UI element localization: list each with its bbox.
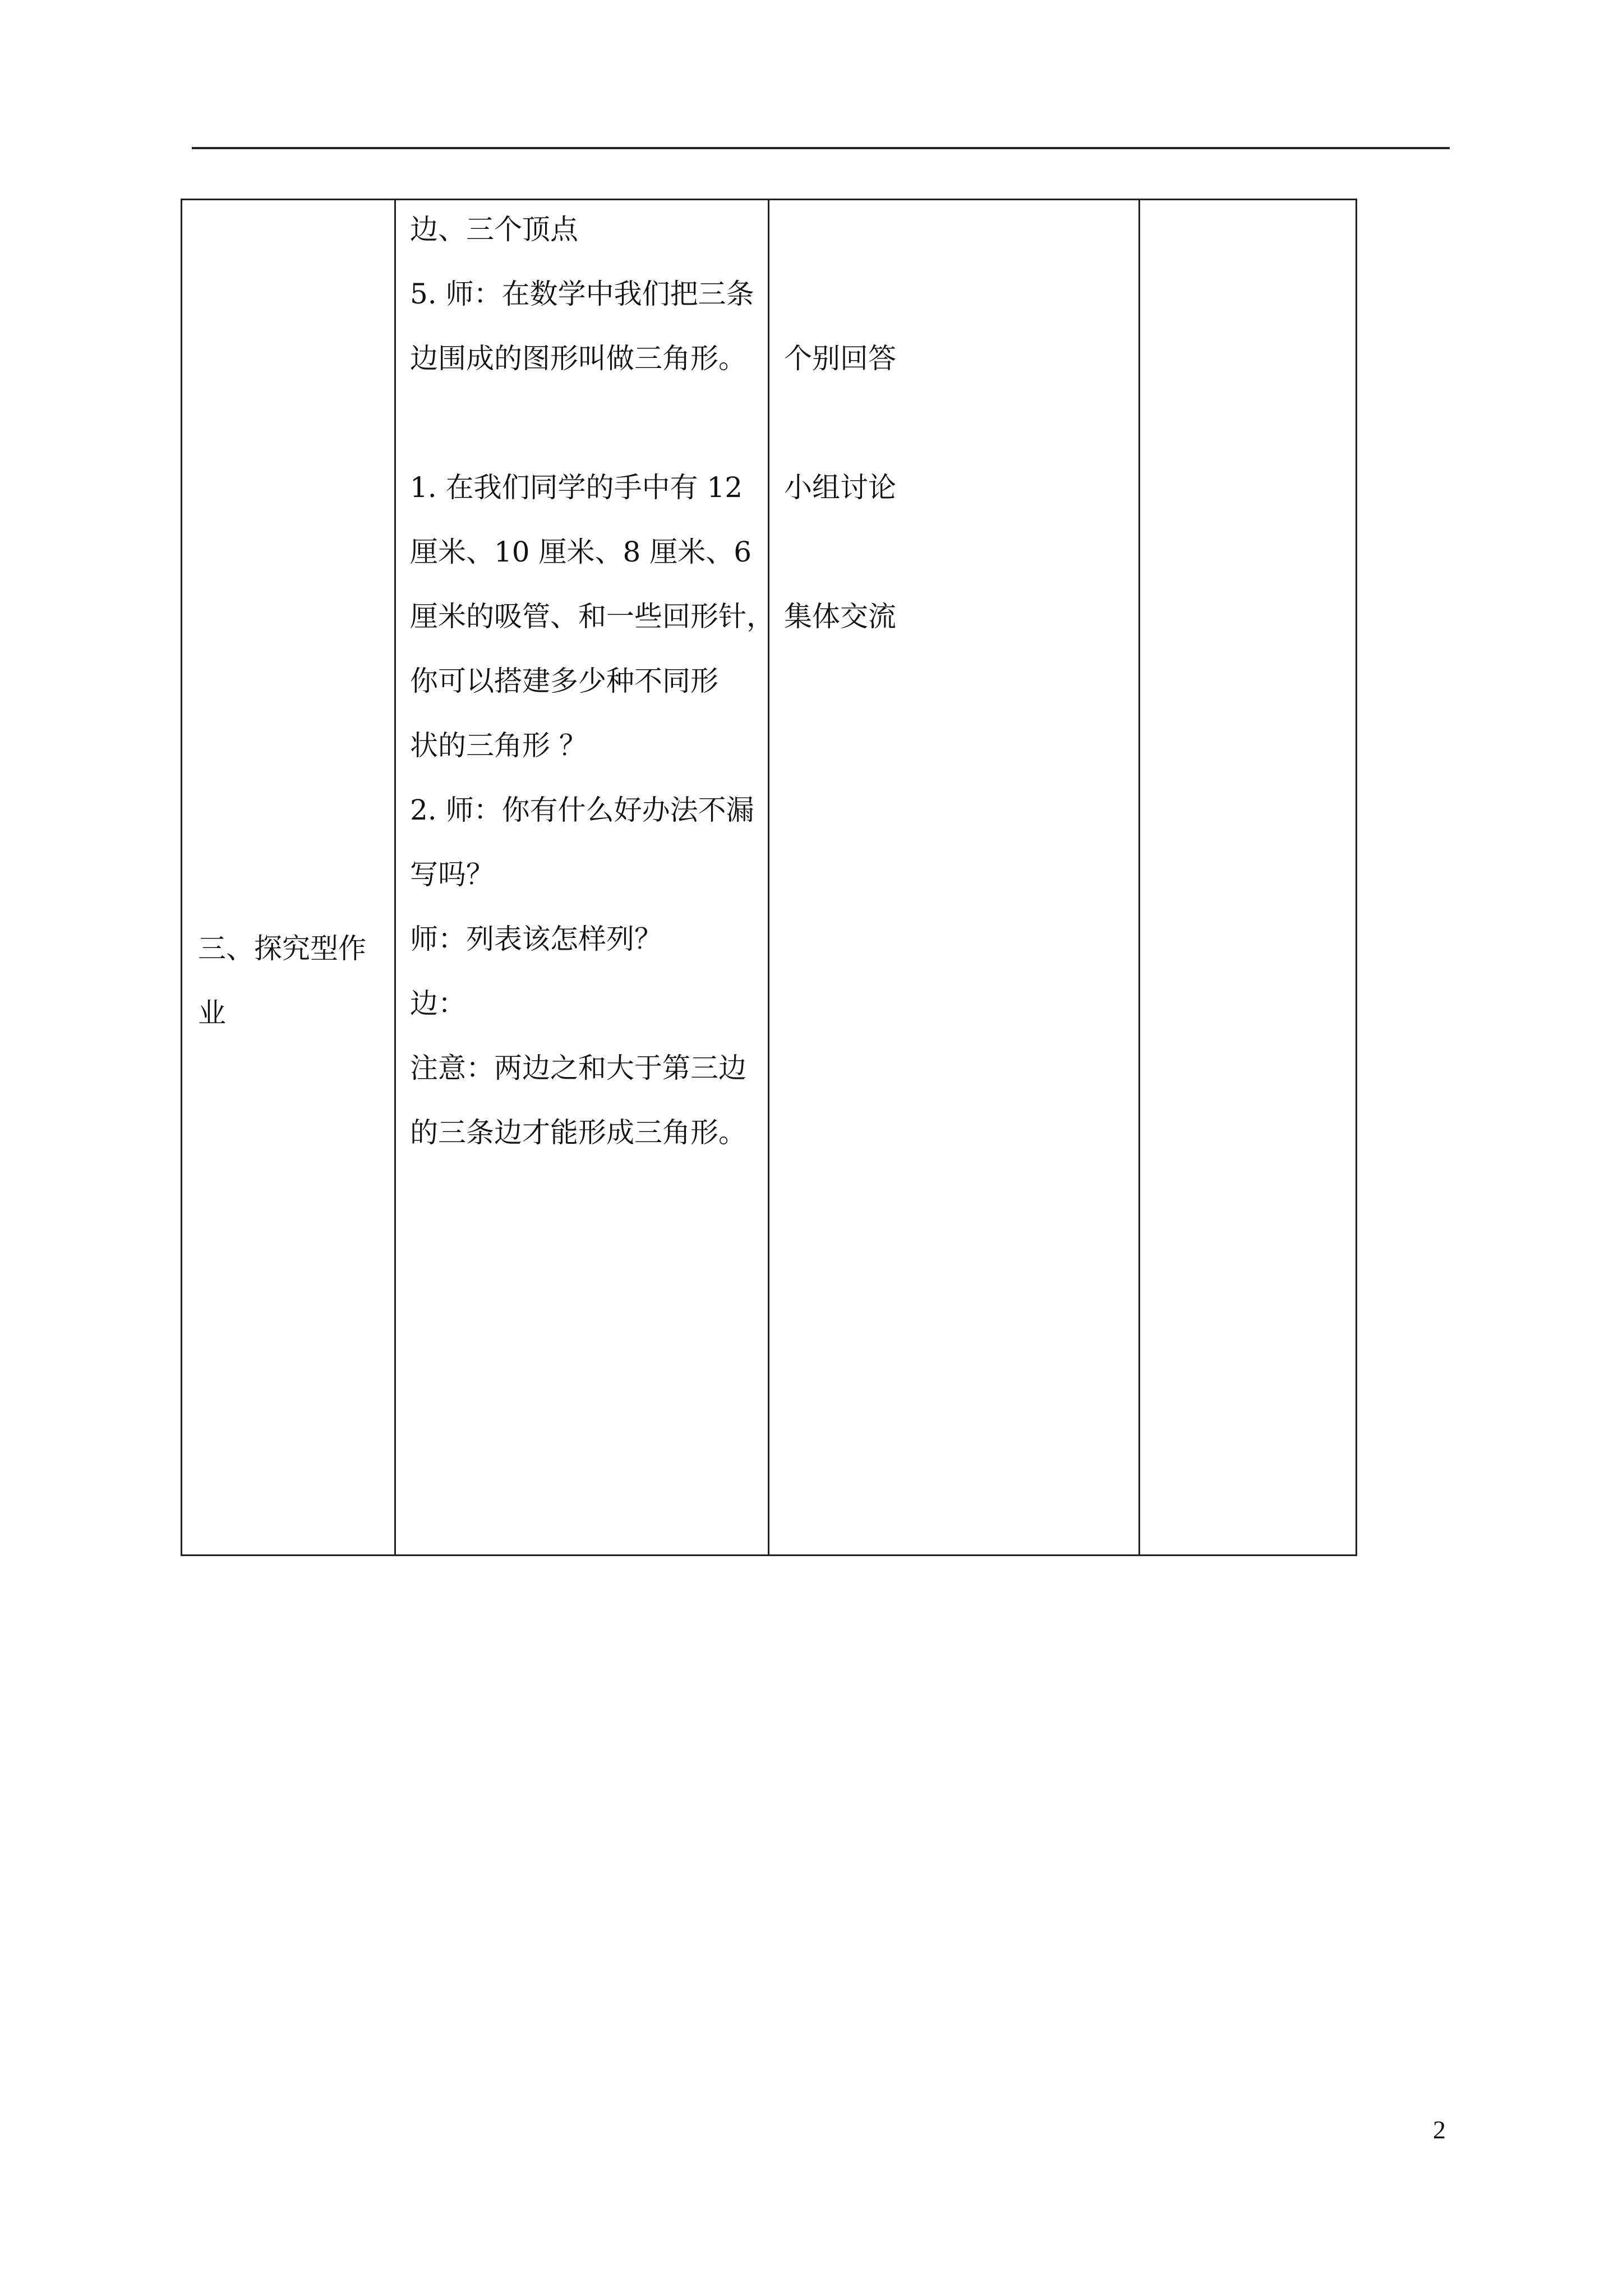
column-divider-1 xyxy=(394,200,396,1554)
activity-line: 个别回答 xyxy=(784,342,896,375)
section-label-line: 三、探究型作 xyxy=(198,932,366,965)
content-line: 状的三角形 ？ xyxy=(410,729,587,762)
content-line: 厘米的吸管、和一些回形针， xyxy=(410,600,774,633)
section-label-line: 业 xyxy=(198,997,226,1029)
activity-line xyxy=(784,391,896,455)
page-number: 2 xyxy=(1433,2115,1446,2144)
activity-line: 集体交流 xyxy=(784,600,896,633)
content-line: 1. 在我们同学的手中有 12 xyxy=(410,471,743,504)
header-rule xyxy=(192,147,1450,149)
content-line: 的三条边才能形成三角形。 xyxy=(410,1116,746,1149)
content-line: 2. 师：你有什么好办法不漏 xyxy=(410,794,754,826)
content-line: 边： xyxy=(410,987,466,1020)
activity-cell xyxy=(784,326,896,649)
lesson-table xyxy=(181,199,1357,1556)
activity-line: 小组讨论 xyxy=(784,471,896,504)
section-label xyxy=(198,917,366,1046)
content-cell xyxy=(410,197,774,1165)
activity-line xyxy=(784,520,896,585)
content-line: 注意：两边之和大于第三边 xyxy=(410,1052,746,1084)
content-line: 5. 师：在数学中我们把三条 xyxy=(410,278,754,310)
content-line: 边、三个顶点 xyxy=(410,213,578,246)
content-line: 边围成的图形叫做三角形。 xyxy=(410,342,746,375)
content-line: 厘米、10 厘米、8 厘米、6 xyxy=(410,536,752,568)
column-divider-3 xyxy=(1138,200,1140,1554)
content-line xyxy=(410,391,774,455)
content-line: 你可以搭建多少种不同形 xyxy=(410,665,718,697)
content-line: 写吗？ xyxy=(410,858,494,891)
content-line: 师：列表该怎样列？ xyxy=(410,923,662,955)
